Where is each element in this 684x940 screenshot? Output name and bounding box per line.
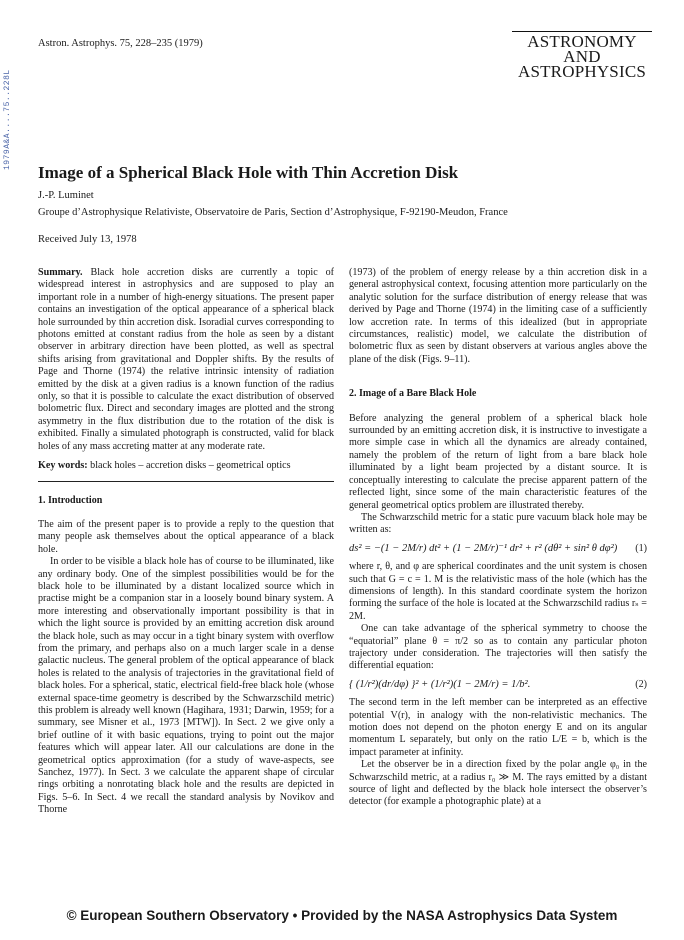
- section-heading-bare-black-hole: 2. Image of a Bare Black Hole: [349, 388, 477, 400]
- sec2-paragraph-6: Let the observer be in a direction fixed by the polar angle φ₀ in the Schwarzschild metric, at a radius r₀ ≫ M. The rays emitted by a distant source of light and deflected by the black hole intersect the observer’s detector (for example a photographic plate) at a: [349, 759, 647, 808]
- left-column: [38, 267, 334, 817]
- intro-paragraph-2: In order to be visible a black hole has of course to be illuminated, like any ordinary body. One of the simplest possibilities would be for the black hole to be illuminated by a distant localized source which in practise might be a companion star in a loosely bound binary system. A more interesting and observationally important possibility is that in which the light source is provided by an emitting accretion disk around the black hole, such as may occur in a tight binary system with overflow from the primary, and perhaps also on a much larger scale in a dense galactic nucleus. The general problem of the optical appearance of black holes is related to the analysis of trajectories in the gravitational field of black holes. For a spherical, static, electrical field-free black hole (whose external space-time geometry is described by the Schwarzschild metric) this problem is already well known (Hagihara, 1931; Darwin, 1959; for a summary, see Misner et al., 1973 [MTW]). In Sect. 2 we give only a brief outline of it with basic equations, trying to point out the major features which will appear later. All our calculations are done in the geometrical optics approximation (for a study of wave-aspects, see Sanchez, 1977). In Sect. 3 we calculate the apparent shape of circular rings orbiting a nonrotating black hole and the results are depicted in Figs. 5–6. In Sect. 4 we recall the standard analysis by Novikov and Thorne: [38, 556, 334, 816]
- intro-continuation: (1973) of the problem of energy release by a thin accretion disk in a general astrophysical context, focusing attention more particularly on the analytic solution for the surface distribution of energy release that was derived by Page and Thorne (1974) in the limiting case of a sufficiently low accretion rate. In terms of this idealized (but in appropriate circumstances, realistic) model, we calculate the distribution of bolometric flux as seen by distant observers at various angles above the plane of the disk (Figs. 9–11).: [349, 267, 647, 365]
- sec2-paragraph-4: One can take advantage of the spherical symmetry to choose the “equatorial” plane θ = π/2 so as to contain any particular photon trajectory under consideration. The trajectories will then satisfy the differential equation:: [349, 623, 647, 672]
- equation-1: [349, 543, 647, 555]
- right-column: [349, 267, 647, 809]
- journal-logo: [512, 31, 652, 79]
- affiliation: Groupe d’Astrophysique Relativiste, Observatoire de Paris, Section d’Astrophysique, F-92190-Meudon, France: [38, 207, 508, 218]
- equation-2-number: (2): [635, 678, 647, 690]
- equation-2-expression: { (1/r²)(dr/dφ) }² + (1/r²)(1 − 2M/r) = 1/b².: [349, 678, 531, 690]
- author: J.-P. Luminet: [38, 190, 94, 201]
- paper-title: Image of a Spherical Black Hole with Thin Accretion Disk: [38, 163, 459, 182]
- sec2-paragraph-1: Before analyzing the general problem of a spherical black hole surrounded by an emitting accretion disk, it is instructive to investigate a more simple case in which all the dynamics are already contained, namely the problem of the return of light from a bare black hole illuminated by a light beam projected by a distant source. It is conceptually interesting to calculate the precise apparent pattern of the reflected light, since some of the main characteristic features of the general geometrical optics problem are illustrated thereby.: [349, 412, 647, 511]
- summary-label: Summary.: [38, 267, 83, 278]
- bibcode-stamp: 1979A&A....75..228L: [3, 69, 12, 170]
- sec2-paragraph-3: where r, θ, and φ are spherical coordinates and the unit system is chosen such that G = c = 1. M is the relativistic mass of the hole (which has the dimensions of length). In this standard coordinate system the horizon forming the surface of the hole is located at the Schwarzschild radius rₛ = 2M.: [349, 561, 647, 622]
- logo-line-1: ASTRONOMY: [527, 32, 637, 51]
- journal-reference: Astron. Astrophys. 75, 228–235 (1979): [38, 38, 203, 49]
- logo-line-3: ASTROPHYSICS: [517, 62, 647, 81]
- sec2-paragraph-2: The Schwarzschild metric for a static pure vacuum black hole may be written as:: [349, 511, 647, 536]
- summary-paragraph: [38, 267, 334, 453]
- page-footer: © European Southern Observatory • Provided by the NASA Astrophysics Data System: [66, 908, 618, 923]
- sec2-paragraph-5: The second term in the left member can be interpreted as an effective potential V(r), in analogy with the non-relativistic mechanics. The motion does not depend on the photon energy E and on its angular momentum L separately, but only on the ratio L/E = b, which is the impact parameter at infinity.: [349, 697, 647, 758]
- keywords-label: Key words:: [38, 460, 88, 472]
- summary-text: Black hole accretion disks are currently a topic of widespread interest in astrophysics and are supposed to play an important role in a number of high-energy situations. The present paper contains an investigation of the optical appearance of a spherical black hole surrounded by thin accretion disk. Isoradial curves corresponding to photons emitted at constant radius from the hole as seen by a distant observer in arbitrary direction have been plotted, as well as spectral shifts arising from gravitational and Doppler shifts. By the results of Page and Thorne (1974) the relative intrinsic intensity of radiation emitted by the disk at a given radius is a known function of the radius only, so that it is possible to calculate the exact distribution of observed bolometric flux. Direct and secondary images are plotted and the strong asymmetry in the flux distribution due to the rotation of the disk is exhibited. Finally a simulated photograph is constructed, valid for black holes of any mass accreting matter at any moderate rate.: [38, 267, 334, 452]
- section-heading-introduction: 1. Introduction: [38, 494, 103, 506]
- keywords: [38, 460, 334, 472]
- logo-line-2: AND: [563, 47, 601, 66]
- equation-2: [349, 679, 647, 691]
- equation-1-expression: ds² = −(1 − 2M/r) dt² + (1 − 2M/r)⁻¹ dr² + r² (dθ² + sin² θ dφ²): [349, 542, 618, 554]
- keywords-text: black holes – accretion disks – geometrical optics: [90, 460, 291, 472]
- intro-paragraph-1: The aim of the present paper is to provide a reply to the question that many people ask themselves about the optical appearance of a black hole.: [38, 518, 334, 555]
- equation-1-number: (1): [635, 542, 647, 554]
- received-date: Received July 13, 1978: [38, 234, 137, 245]
- divider: [38, 481, 334, 482]
